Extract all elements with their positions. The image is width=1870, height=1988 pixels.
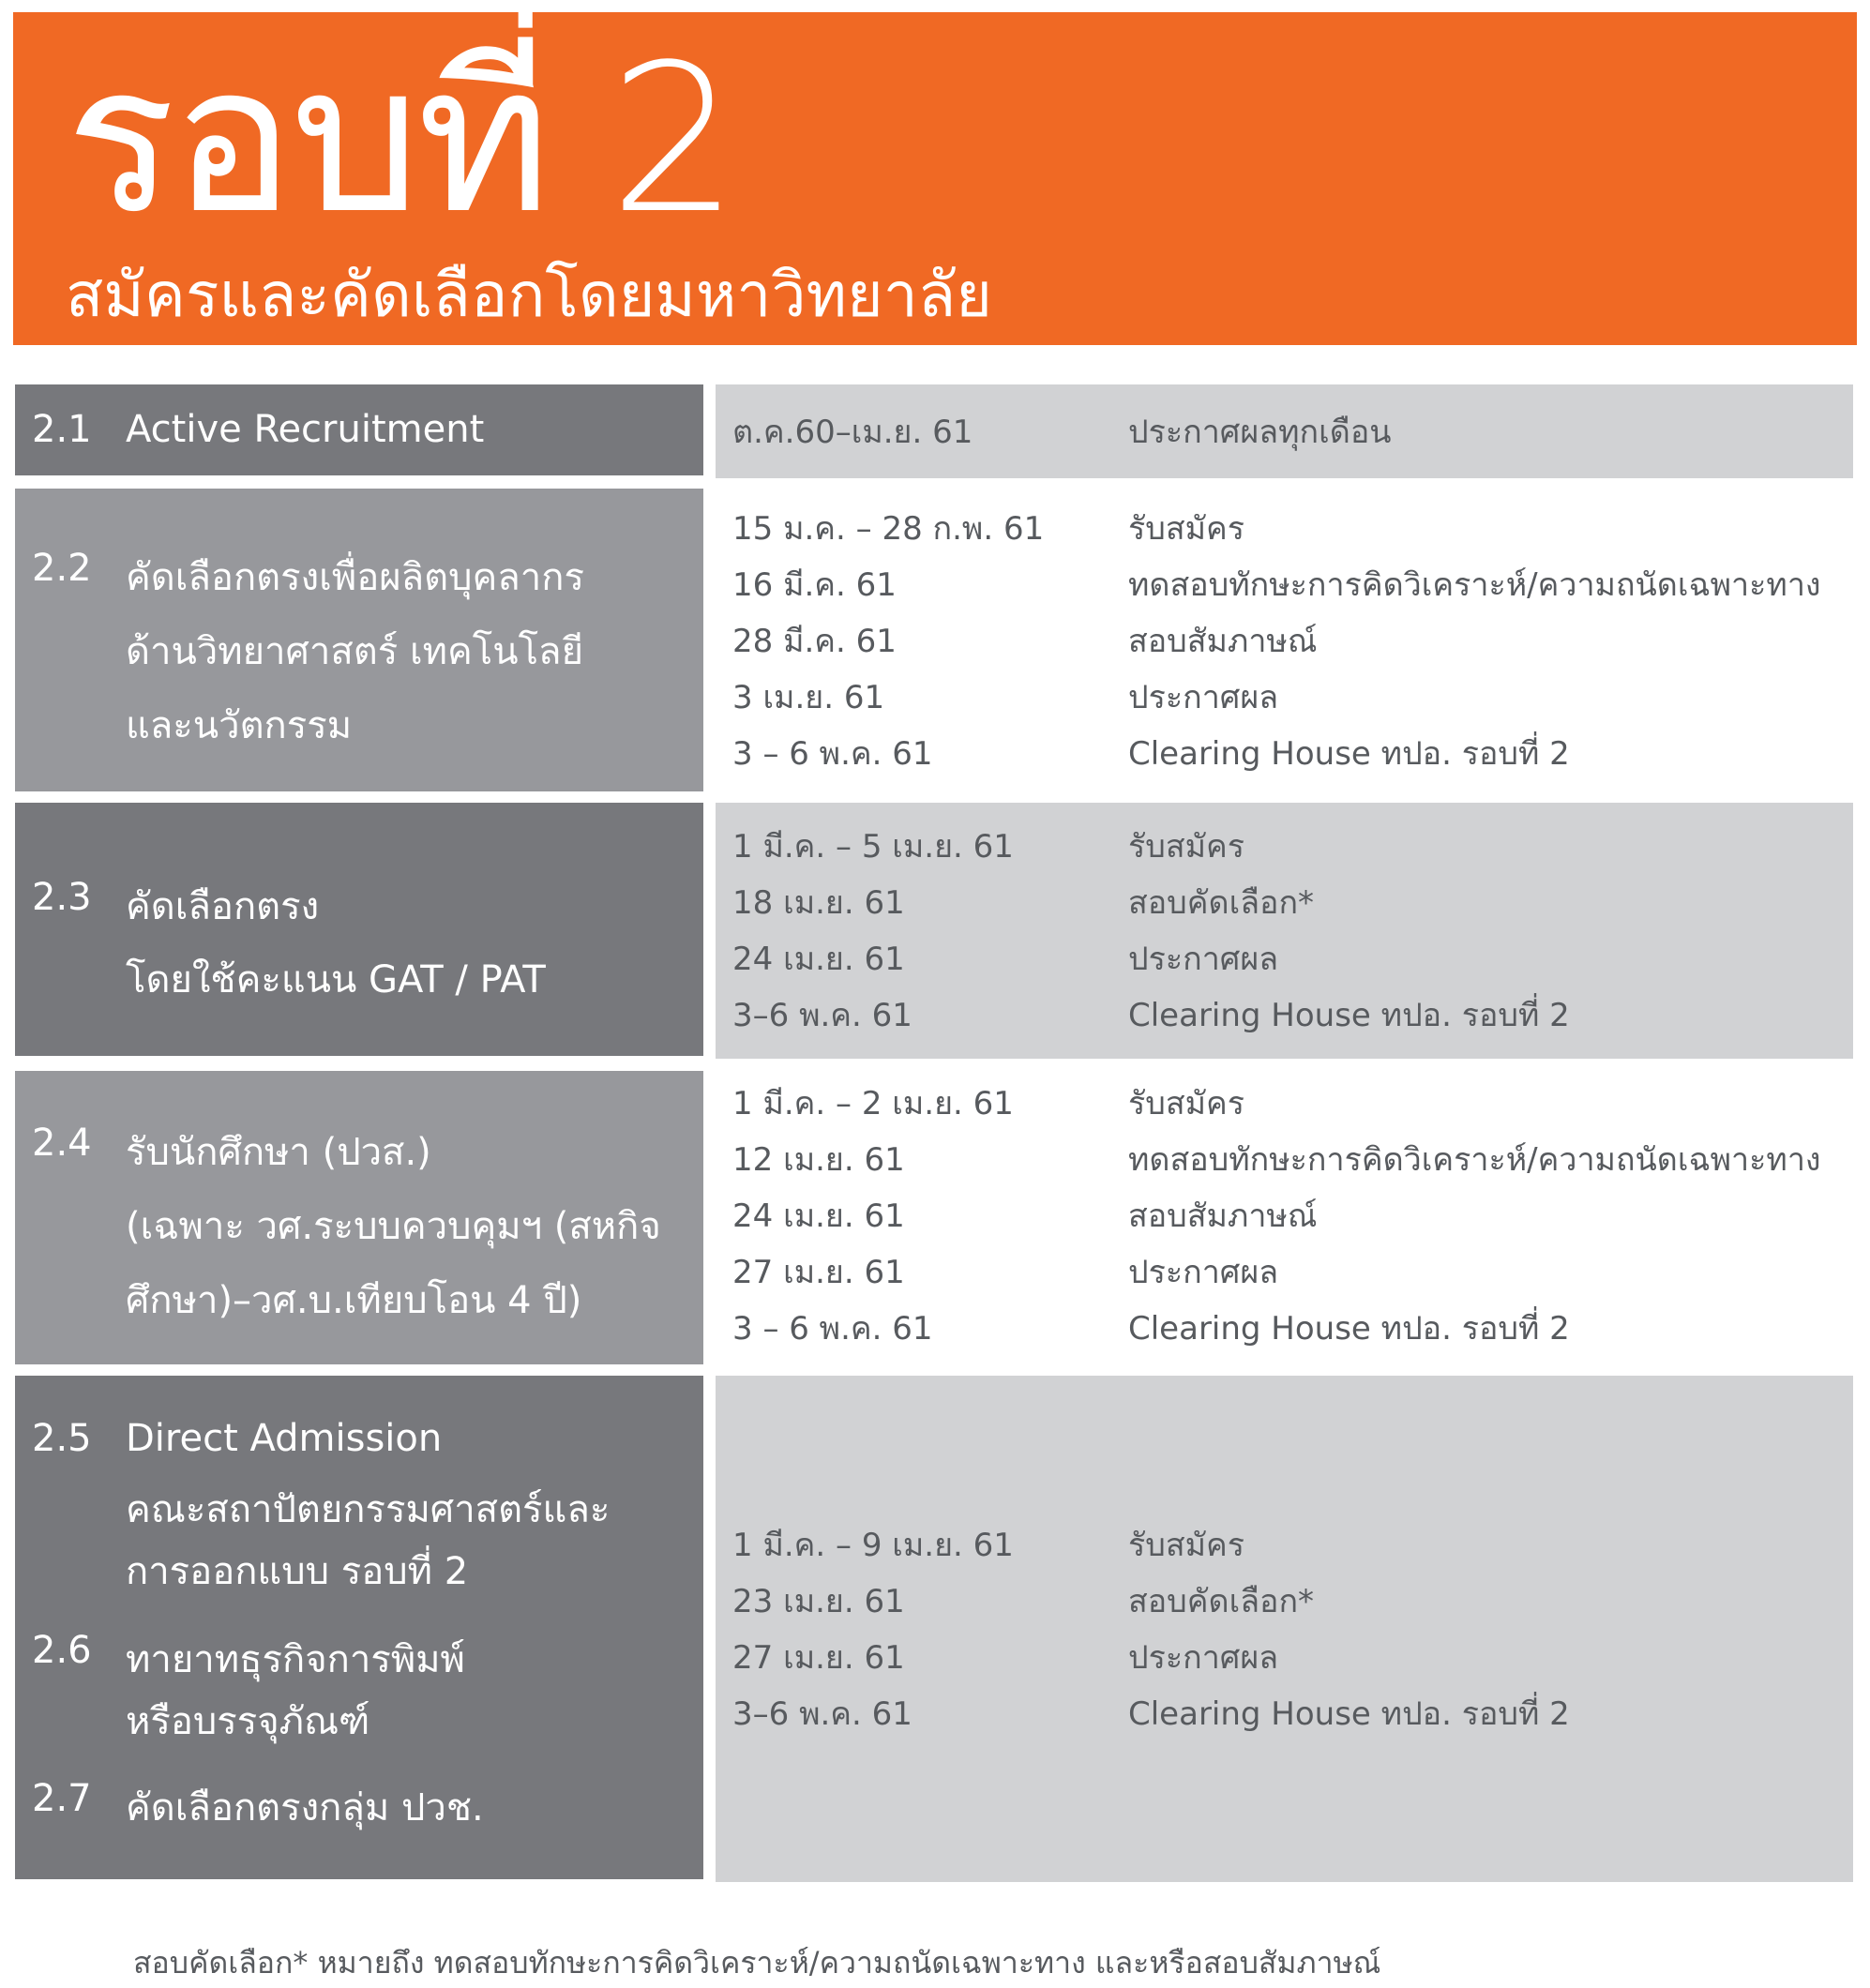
schedule-event: สอบคัดเลือก* xyxy=(1128,1583,1315,1620)
section-2-4-label-cell xyxy=(15,1071,703,1364)
schedule-date: 3 – 6 พ.ค. 61 xyxy=(732,735,933,773)
section-name-line: ศึกษา)–วศ.บ.เทียบโอน 4 ปี) xyxy=(126,1279,582,1322)
section-name-line: และนวัตกรรม xyxy=(126,704,353,747)
section-name-line: (เฉพาะ วศ.ระบบควบคุมฯ (สหกิจ xyxy=(126,1205,661,1248)
section-name-line: รับนักศึกษา (ปวส.) xyxy=(126,1131,431,1174)
schedule-date: 28 มี.ค. 61 xyxy=(732,623,897,660)
schedule-date: 1 มี.ค. – 2 เม.ย. 61 xyxy=(732,1085,1014,1122)
footnote: สอบคัดเลือก* หมายถึง ทดสอบทักษะการคิดวิเคราะห์/ความถนัดเฉพาะทาง และหรือสอบสัมภาษณ์ xyxy=(133,1945,1381,1980)
schedule-date: 18 เม.ย. 61 xyxy=(732,884,905,922)
schedule-date: 15 ม.ค. – 28 ก.พ. 61 xyxy=(732,510,1045,548)
schedule-date: 23 เม.ย. 61 xyxy=(732,1583,905,1620)
schedule-event: รับสมัคร xyxy=(1128,828,1245,866)
schedule-event: ทดสอบทักษะการคิดวิเคราะห์/ความถนัดเฉพาะทาง xyxy=(1128,1141,1821,1179)
page-subtitle: สมัครและคัดเลือกโดยมหาวิทยาลัย xyxy=(66,259,992,331)
schedule-event: Clearing House ทปอ. รอบที่ 2 xyxy=(1128,1695,1570,1733)
section-2-1-label-cell xyxy=(15,384,703,475)
schedule-event: สอบสัมภาษณ์ xyxy=(1128,1197,1318,1235)
section-number: 2.3 xyxy=(32,876,92,919)
section-name-line: หรือบรรจุภัณฑ์ xyxy=(126,1700,370,1743)
section-2-5-2-7-schedule-cell xyxy=(716,1376,1853,1882)
schedule-event: สอบสัมภาษณ์ xyxy=(1128,623,1318,660)
schedule-date: 16 มี.ค. 61 xyxy=(732,566,897,604)
schedule-date: 24 เม.ย. 61 xyxy=(732,1197,905,1235)
schedule-event: ประกาศผลทุกเดือน xyxy=(1128,414,1392,451)
schedule-event: ประกาศผล xyxy=(1128,679,1279,716)
section-2-5-2-7-label-cell xyxy=(15,1376,703,1879)
section-number: 2.4 xyxy=(32,1122,92,1165)
schedule-event: ประกาศผล xyxy=(1128,1639,1279,1677)
section-number: 2.2 xyxy=(32,547,92,590)
schedule-event: Clearing House ทปอ. รอบที่ 2 xyxy=(1128,735,1570,773)
section-number: 2.7 xyxy=(32,1777,92,1820)
schedule-date: 1 มี.ค. – 5 เม.ย. 61 xyxy=(732,828,1014,866)
section-2-3-schedule-cell xyxy=(716,803,1853,1059)
schedule-event: Clearing House ทปอ. รอบที่ 2 xyxy=(1128,997,1570,1034)
schedule-date: 1 มี.ค. – 9 เม.ย. 61 xyxy=(732,1527,1014,1564)
section-name-line: การออกแบบ รอบที่ 2 xyxy=(126,1550,469,1593)
schedule-date: 27 เม.ย. 61 xyxy=(732,1639,905,1677)
schedule-date: 3–6 พ.ค. 61 xyxy=(732,997,912,1034)
header-banner xyxy=(13,12,1857,345)
section-2-2-label-cell xyxy=(15,489,703,791)
schedule-event: รับสมัคร xyxy=(1128,510,1245,548)
page-title: รอบที่ 2 xyxy=(66,22,736,259)
section-name-line: คัดเลือกตรงกลุ่ม ปวช. xyxy=(126,1786,484,1830)
section-2-3-label-cell xyxy=(15,803,703,1056)
section-name-line: คณะสถาปัตยกรรมศาสตร์และ xyxy=(126,1488,611,1531)
schedule-date: ต.ค.60–เม.ย. 61 xyxy=(732,414,973,451)
schedule-date: 3 เม.ย. 61 xyxy=(732,679,885,716)
schedule-date: 3 – 6 พ.ค. 61 xyxy=(732,1310,933,1348)
section-name-line: Direct Admission xyxy=(126,1417,443,1460)
section-name-line: คัดเลือกตรง xyxy=(126,885,320,928)
section-name-line: ทายาทธุรกิจการพิมพ์ xyxy=(126,1638,465,1681)
schedule-date: 12 เม.ย. 61 xyxy=(732,1141,905,1179)
section-name-line: คัดเลือกตรงเพื่อผลิตบุคลากร xyxy=(126,556,584,599)
schedule-event: ทดสอบทักษะการคิดวิเคราะห์/ความถนัดเฉพาะทาง xyxy=(1128,566,1821,604)
section-2-2-schedule-cell xyxy=(716,489,1853,791)
schedule-event: ประกาศผล xyxy=(1128,1254,1279,1291)
schedule-event: รับสมัคร xyxy=(1128,1085,1245,1122)
schedule-date: 24 เม.ย. 61 xyxy=(732,941,905,978)
schedule-event: ประกาศผล xyxy=(1128,941,1279,978)
section-2-1-schedule-cell xyxy=(716,384,1853,478)
section-2-4-schedule-cell xyxy=(716,1071,1853,1364)
section-name: Active Recruitment xyxy=(126,408,485,451)
schedule-date: 3–6 พ.ค. 61 xyxy=(732,1695,912,1733)
section-number: 2.1 xyxy=(32,408,92,451)
section-name-line: โดยใช้คะแนน GAT / PAT xyxy=(126,958,546,1002)
schedule-event: สอบคัดเลือก* xyxy=(1128,884,1315,922)
section-name-line: ด้านวิทยาศาสตร์ เทคโนโลยี xyxy=(126,630,584,673)
section-number: 2.5 xyxy=(32,1417,92,1460)
schedule-event: Clearing House ทปอ. รอบที่ 2 xyxy=(1128,1310,1570,1348)
schedule-date: 27 เม.ย. 61 xyxy=(732,1254,905,1291)
schedule-event: รับสมัคร xyxy=(1128,1527,1245,1564)
section-number: 2.6 xyxy=(32,1629,92,1672)
